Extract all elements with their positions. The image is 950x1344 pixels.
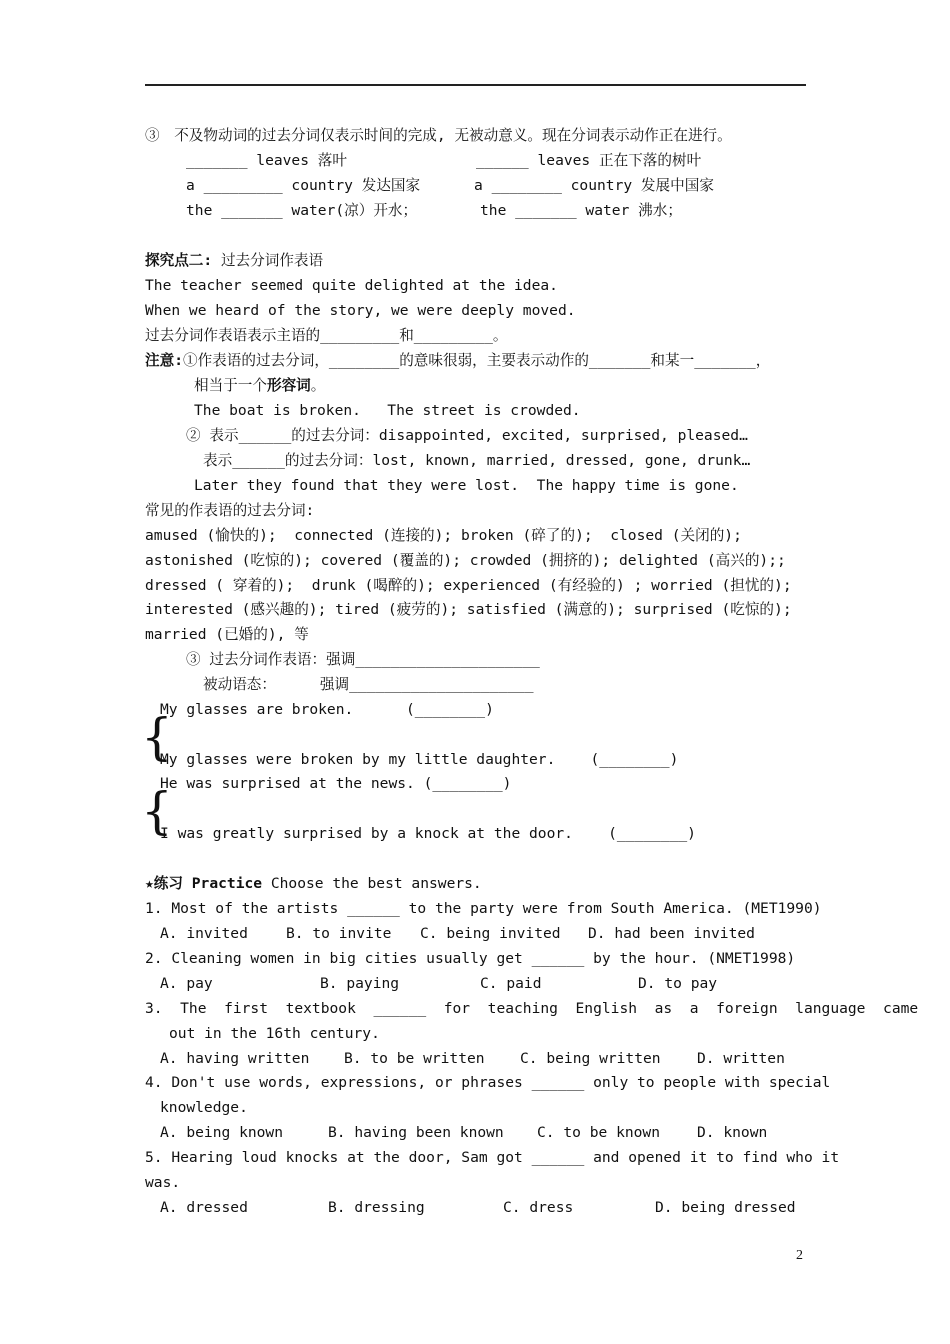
option-a: A. invited: [160, 925, 248, 942]
option-b: B. paying: [320, 975, 400, 992]
blank-row1-left: _______ leaves 落叶: [186, 152, 347, 169]
blank-row2-left: a _________ country 发达国家: [186, 177, 421, 194]
note-1: [145, 351, 770, 371]
note-1b-bold: 形容词: [266, 377, 311, 394]
option-d: D. being dressed: [655, 1199, 796, 1216]
blank-row2-right: a ________ country 发展中国家: [474, 177, 714, 194]
common-list-line: dressed ( 穿着的); drunk (喝醉的); experienced (有经验的) ; worried (担忧的);: [145, 577, 792, 594]
option-c: C. paid: [480, 975, 542, 992]
page-number: 2: [796, 1248, 803, 1263]
common-heading: 常见的作表语的过去分词:: [145, 502, 315, 519]
option-b: B. to invite: [286, 925, 392, 942]
question-5: 5. Hearing loud knocks at the door, Sam got ______ and opened it to find who it: [145, 1149, 840, 1166]
note-1b-text: 相当于一个: [194, 377, 267, 394]
option-a: A. being known: [160, 1124, 284, 1141]
option-d: D. had been invited: [588, 925, 755, 942]
example-sentence: The teacher seemed quite delighted at the idea.: [145, 277, 558, 294]
option-d: D. written: [697, 1050, 785, 1067]
option-a: A. pay: [160, 975, 213, 992]
option-b: B. having been known: [328, 1124, 504, 1141]
blank-row3-left: the _______ water(凉）开水；: [186, 202, 418, 219]
practice-heading-label: ★练习 Practice: [145, 875, 263, 892]
question-3: 3. The first textbook ______ for teaching English as a foreign language came: [145, 1000, 919, 1017]
question-1: 1. Most of the artists ______ to the party were from South America. (MET1990): [145, 900, 822, 917]
section2-heading-label: 探究点二:: [145, 252, 213, 269]
contrast-sentence: I was greatly surprised by a knock at the door. (________): [160, 825, 696, 842]
option-c: C. to be known: [537, 1124, 661, 1141]
note-3a: ③ 过去分词作表语：强调_____________________: [186, 651, 540, 668]
note-1-text: ①作表语的过去分词，________的意味很弱，主要表示动作的_______和某一_______，: [182, 352, 771, 369]
common-list-line: interested (感兴趣的); tired (疲劳的); satisfied (满意的); surprised (吃惊的);: [145, 601, 792, 618]
section2-heading: [145, 251, 323, 271]
option-b: B. to be written: [344, 1050, 485, 1067]
practice-heading-text: Choose the best answers.: [262, 875, 482, 892]
example-sentence: When we heard of the story, we were deeply moved.: [145, 302, 576, 319]
contrast-sentence: My glasses are broken. (________): [160, 701, 494, 718]
question-2: 2. Cleaning women in big cities usually get ______ by the hour. (NMET1998): [145, 950, 796, 967]
common-list-line: married (已婚的), 等: [145, 626, 309, 643]
blank-row3-right: the _______ water 沸水；: [480, 202, 682, 219]
option-c: C. being written: [520, 1050, 661, 1067]
note-1-example: The boat is broken. The street is crowded.: [194, 402, 581, 419]
option-d: D. known: [697, 1124, 768, 1141]
note-2a: ② 表示______的过去分词：disappointed, excited, surprised, pleased…: [186, 427, 748, 444]
note-3b: 被动语态： 强调_____________________: [203, 676, 534, 693]
option-a: A. dressed: [160, 1199, 248, 1216]
option-c: C. being invited: [420, 925, 561, 942]
section2-heading-text: 过去分词作表语: [212, 252, 324, 269]
note-1b-end: 。: [310, 377, 326, 394]
question-3-continued: out in the 16th century.: [169, 1025, 380, 1042]
note-2b: 表示______的过去分词：lost, known, married, dressed, gone, drunk…: [203, 452, 751, 469]
option-d: D. to pay: [638, 975, 718, 992]
top-rule: [145, 84, 806, 86]
common-list-line: astonished (吃惊的); covered (覆盖的); crowded (拥挤的); delighted (高兴的);;: [145, 552, 786, 569]
brace-icon: {: [141, 708, 173, 766]
note-label: 注意:: [145, 352, 183, 369]
note-1-continued: [194, 376, 325, 396]
option-a: A. having written: [160, 1050, 310, 1067]
question-4: 4. Don't use words, expressions, or phrases ______ only to people with special: [145, 1074, 831, 1091]
blank-row1-right: ______ leaves 正在下落的树叶: [476, 152, 702, 169]
option-b: B. dressing: [328, 1199, 425, 1216]
contrast-sentence: My glasses were broken by my little daughter. (________): [160, 751, 679, 768]
question-4-continued: knowledge.: [160, 1099, 248, 1116]
option-c: C. dress: [503, 1199, 574, 1216]
summary-line: 过去分词作表语表示主语的_________和_________。: [145, 327, 508, 344]
brace-icon: {: [141, 782, 173, 840]
question-5-continued: was.: [145, 1174, 181, 1191]
note-2-example: Later they found that they were lost. The happy time is gone.: [194, 477, 739, 494]
practice-heading: [145, 874, 482, 894]
common-list-line: amused (愉快的); connected (连接的); broken (碎了的); closed (关闭的);: [145, 527, 742, 544]
rule-3-text: ③ 不及物动词的过去分词仅表示时间的完成, 无被动意义。现在分词表示动作正在进行。: [145, 127, 732, 144]
contrast-sentence: He was surprised at the news. (________): [160, 775, 512, 792]
